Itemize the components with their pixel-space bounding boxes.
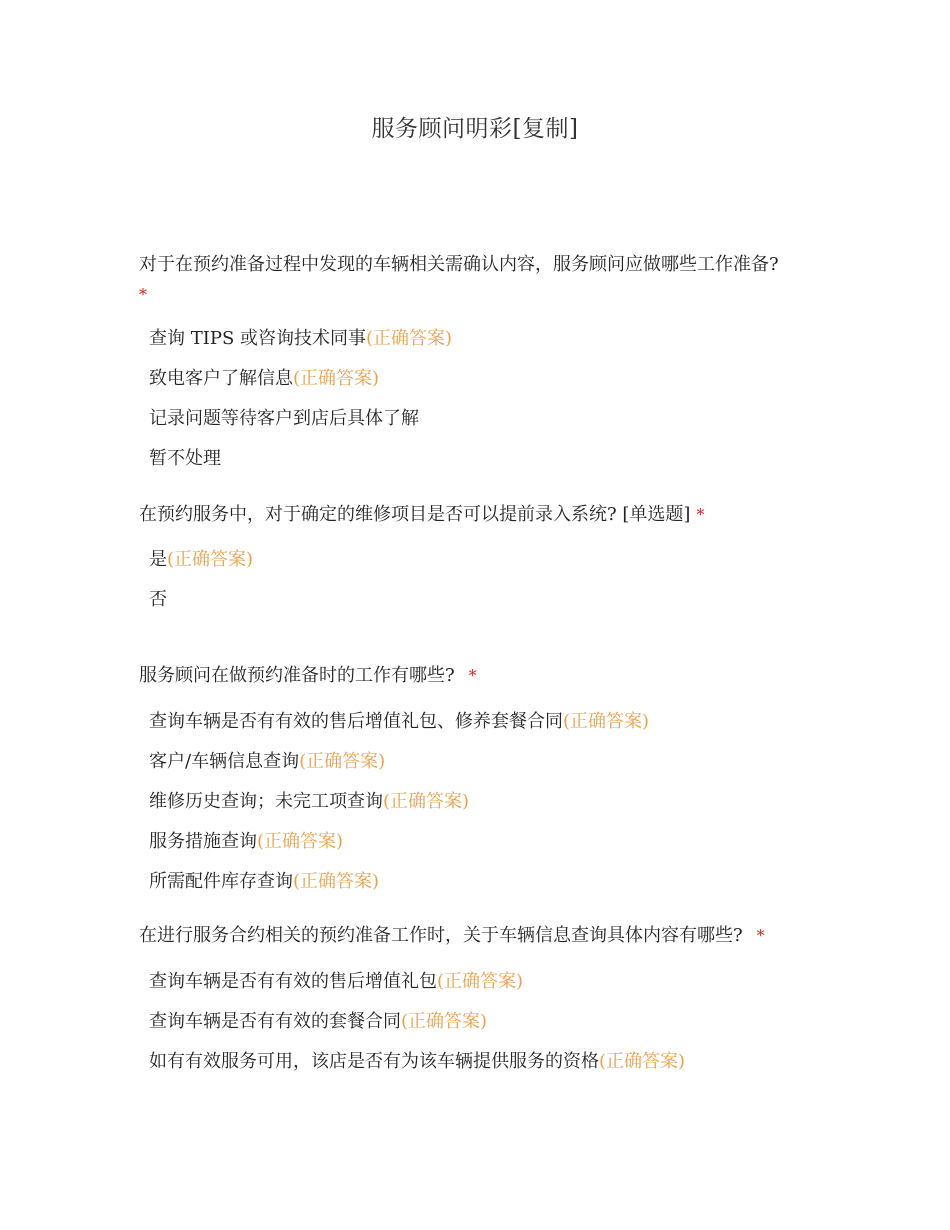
option-3-4[interactable] [149, 830, 343, 854]
question-3 [139, 661, 819, 691]
option-text: 服务措施查询 [149, 831, 257, 852]
question-1 [139, 250, 819, 310]
question-4 [139, 921, 819, 951]
correct-answer-label: (正确答案) [257, 831, 344, 852]
option-text: 查询 TIPS 或咨询技术同事 [149, 328, 367, 349]
option-2-1[interactable] [149, 548, 253, 572]
option-1-3[interactable] [149, 407, 419, 431]
option-3-1[interactable] [149, 710, 649, 734]
option-text: 维修历史查询；未完工项查询 [149, 791, 383, 812]
question-text: 在预约服务中，对于确定的维修项目是否可以提前录入系统? [单选题] [139, 504, 691, 525]
option-3-2[interactable] [149, 750, 385, 774]
option-text: 暂不处理 [149, 448, 221, 469]
option-1-2[interactable] [149, 367, 379, 391]
correct-answer-label: (正确答案) [293, 871, 380, 892]
option-text: 所需配件库存查询 [149, 871, 293, 892]
question-text: 对于在预约准备过程中发现的车辆相关需确认内容，服务顾问应做哪些工作准备? [139, 254, 779, 275]
correct-answer-label: (正确答案) [293, 368, 380, 389]
correct-answer-label: (正确答案) [299, 751, 386, 772]
question-text: 服务顾问在做预约准备时的工作有哪些? [139, 665, 455, 686]
option-1-4[interactable] [149, 447, 221, 471]
option-4-1[interactable] [149, 970, 523, 994]
required-mark: * [139, 285, 147, 304]
option-text: 客户/车辆信息查询 [149, 751, 300, 772]
option-text: 查询车辆是否有有效的售后增值礼包 [149, 971, 437, 992]
option-4-2[interactable] [149, 1010, 487, 1034]
option-3-5[interactable] [149, 870, 379, 894]
option-text: 查询车辆是否有有效的套餐合同 [149, 1011, 401, 1032]
correct-answer-label: (正确答案) [437, 971, 524, 992]
option-text: 记录问题等待客户到店后具体了解 [149, 408, 419, 429]
option-4-3[interactable] [149, 1050, 685, 1074]
correct-answer-label: (正确答案) [563, 711, 650, 732]
question-2 [139, 500, 819, 530]
page-title: 服务顾问明彩[复制] [371, 116, 579, 142]
option-text: 致电客户了解信息 [149, 368, 293, 389]
option-1-1[interactable] [149, 327, 452, 351]
option-text: 如有有效服务可用，该店是否有为该车辆提供服务的资格 [149, 1051, 599, 1072]
required-mark: * [696, 505, 705, 524]
required-mark: * [468, 666, 477, 685]
required-mark: * [756, 926, 765, 945]
correct-answer-label: (正确答案) [366, 328, 453, 349]
option-2-2[interactable] [149, 588, 167, 612]
correct-answer-label: (正确答案) [599, 1051, 686, 1072]
option-text: 是 [149, 549, 167, 570]
option-text: 查询车辆是否有有效的售后增值礼包、修养套餐合同 [149, 711, 563, 732]
correct-answer-label: (正确答案) [167, 549, 254, 570]
option-text: 否 [149, 589, 167, 610]
option-3-3[interactable] [149, 790, 469, 814]
correct-answer-label: (正确答案) [383, 791, 470, 812]
correct-answer-label: (正确答案) [401, 1011, 488, 1032]
question-text: 在进行服务合约相关的预约准备工作时，关于车辆信息查询具体内容有哪些? [139, 925, 743, 946]
